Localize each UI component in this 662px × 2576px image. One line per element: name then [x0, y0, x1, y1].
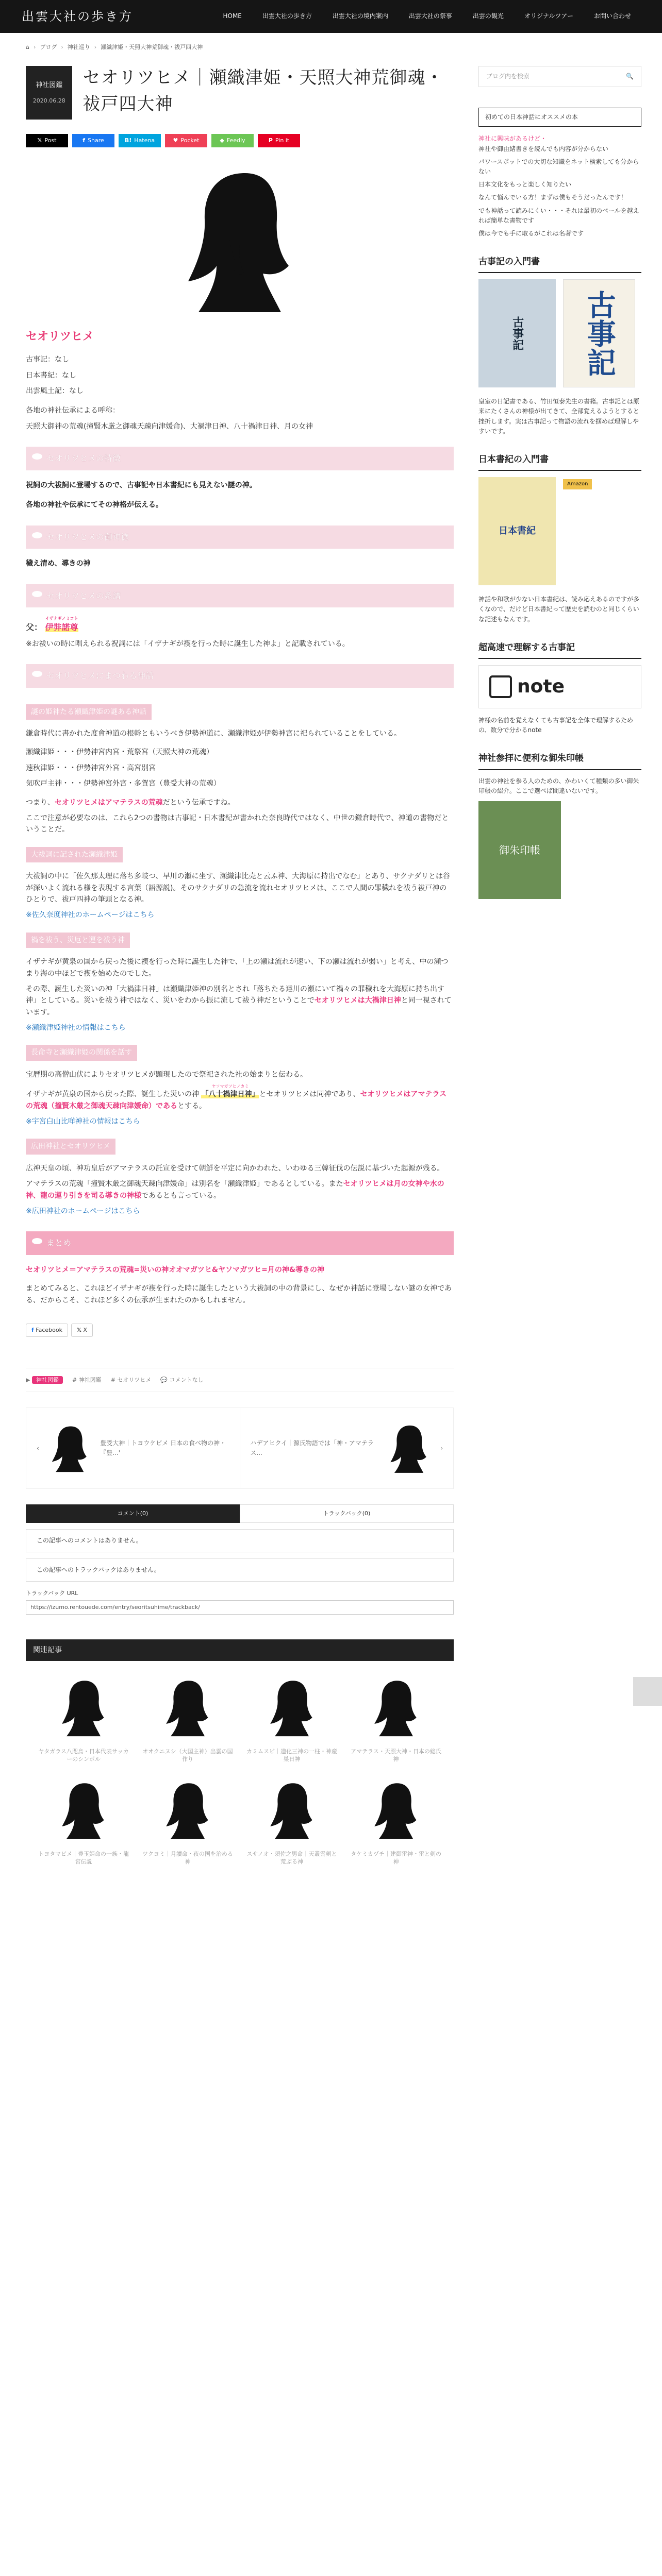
book-cover-image[interactable]: 古事記	[478, 279, 556, 387]
recommend-line: でも神話って読みにくい・・・それは最初のベールを越えれば簡単な書物です	[478, 207, 639, 224]
category-label[interactable]: 神社図鑑	[36, 81, 63, 89]
comment-meta[interactable]: 💬 コメントなし	[160, 1376, 204, 1383]
related-item[interactable]	[244, 1774, 339, 1866]
x-icon: 𝕏	[37, 137, 42, 144]
section-heading: セオリツヒメの御神徳	[26, 526, 454, 549]
main-nav	[223, 11, 631, 21]
paragraph: 各地の神社や伝承にてその神格が伝える。	[26, 501, 163, 510]
x-share-button[interactable]: 𝕏 Post	[26, 134, 68, 147]
trackback-label: トラックバック URL	[26, 1590, 78, 1597]
nihonshoki-text: 神話や和歌が少ない日本書紀は、読み応えあるのですが多くなので、だけど日本書紀って歴史を読むのと同じくらいな記述もなんです。	[478, 596, 640, 623]
related-item[interactable]	[140, 1774, 235, 1866]
other-names: 天照大御神の荒魂(撞賢木厳之御魂天疎向津媛命)、大禍津日神、八十禍津日神、月の女神	[26, 422, 313, 431]
nav-item[interactable]: 出雲大社の祭事	[408, 12, 452, 20]
prev-post-title: 豊受大神｜トヨウケビメ 日本の食べ物の神・『豊...'	[100, 1439, 226, 1457]
silhouette-thumb	[244, 1671, 339, 1743]
page-title: セオリツヒメ｜瀬織津姫・天照大神荒御魂・祓戸四大神	[82, 67, 444, 114]
search-icon[interactable]: 🔍	[626, 73, 634, 80]
goshuin-book-image[interactable]: 御朱印帳	[478, 801, 561, 899]
related-item[interactable]	[349, 1671, 443, 1764]
paragraph: ここで注意が必要なのは、これら2つの書物は古事記・日本書紀が書かれた奈良時代ではなく、中世の鎌倉時代で、神道の書物だということだ。	[26, 814, 449, 834]
silhouette-thumb	[36, 1671, 131, 1743]
tag-meta[interactable]: # セオリツヒメ	[110, 1376, 152, 1383]
pinterest-icon: P	[268, 137, 273, 144]
facebook-icon: f	[82, 137, 86, 144]
x-button[interactable]: 𝕏 X	[71, 1324, 93, 1337]
parent-name: 伊弉諾尊	[45, 622, 78, 633]
related-title: カミムスビ｜造化三神の一柱・神産巣日神	[246, 1748, 337, 1763]
info-line: 古事記：なし	[26, 355, 69, 364]
silhouette-thumb	[349, 1774, 443, 1846]
goshuin-text: 出雲の神社を参る人のための、かわいくて種類の多い御朱印帳の紹介。ここで選べば間違いないです。	[478, 777, 639, 794]
recommend-line: 神社や御由緒書きを読んでも内容が分からない	[478, 145, 609, 152]
nihonshoki-books	[478, 477, 641, 585]
related-item[interactable]	[140, 1671, 235, 1764]
pocket-share-button[interactable]: ♥ Pocket	[165, 134, 207, 147]
silhouette-thumb	[36, 1774, 131, 1846]
list-item: 瀬織津姫・・・伊勢神宮内宮・荒祭宮（天照大神の荒魂）	[26, 748, 213, 757]
next-post-title: ハデアヒクイ｜源氏物語では「神・アマテラス...	[250, 1439, 374, 1457]
note-banner[interactable]: note	[478, 665, 641, 708]
ruby-text: ヤソマガツヒノカミ	[211, 1084, 249, 1089]
prev-next-nav	[26, 1408, 454, 1489]
section-heading: セオリツヒメの系譜	[26, 584, 454, 608]
x-icon: 𝕏	[76, 1327, 81, 1334]
book-info	[563, 477, 641, 489]
related-title: トヨタマビメ｜豊玉姫命の一族・龍宮伝説	[38, 1850, 129, 1866]
related-item[interactable]	[244, 1671, 339, 1764]
pocket-icon: ♥	[173, 137, 178, 144]
post-date: 2020.06.28	[32, 97, 65, 104]
next-post-link[interactable]	[240, 1408, 454, 1488]
related-title: オオクニヌシ（大国主神）出雲の国作り	[142, 1748, 233, 1763]
kojiki-text: 皇室の日記書である、竹田恒泰先生の書籍。古事記とは原来にたくさんの神様が出てきて、全部覚えるようとすると挫折します。実は古事記って物語の流れを掴めば理解しやすいです。	[478, 398, 640, 435]
tag-meta[interactable]: # 神社図鑑	[72, 1376, 102, 1383]
facebook-button[interactable]: f Facebook	[26, 1324, 68, 1337]
sub-heading: 禍を祓う、災厄と運を祓う神	[26, 933, 130, 948]
related-title: ツクヨミ｜月讀命・夜の国を治める神	[142, 1850, 233, 1866]
comment-tabs	[26, 1504, 454, 1523]
info-line: 出雲風土記：なし	[26, 386, 84, 395]
prev-post-link[interactable]	[26, 1408, 240, 1488]
silhouette-thumb	[349, 1671, 443, 1743]
list-item: 気吹戸主神・・・伊勢神宮外宮・多賀宮（豊受大神の荒魂）	[26, 779, 221, 788]
paragraph: イザナギが黄泉の国から戻った後に禊を行った時に誕生した神で、「上の瀬は流れが速い、下の瀬は流れが弱い」と考え、中の瀬つまり海の中ほどで禊を始めたのでした。	[26, 958, 449, 978]
related-title: アマテラス・天照大神・日本の総氏神	[351, 1748, 441, 1763]
related-item[interactable]	[36, 1671, 131, 1764]
paragraph: イザナギが黄泉の国から戻った際、誕生した災いの神 ヤソマガツヒノカミ 「八十禍津日神」とセオリツヒメは同神であり、セオリツヒメはアマテラスの荒魂（撞賢木厳之御魂天疎向津媛命）であるとする。	[26, 1084, 447, 1110]
paragraph: 祝詞の大祓詞に登場するので、古事記や日本書紀にも見えない謎の神。	[26, 481, 257, 489]
kojiki-heading: 古事記の入門書	[478, 255, 641, 273]
info-line: 日本書紀：なし	[26, 371, 76, 380]
parent-line	[26, 617, 454, 634]
kojiki-books	[478, 279, 641, 387]
silhouette-image	[168, 163, 312, 317]
goshuin-heading: 神社参拝に便利な御朱印帳	[478, 752, 641, 770]
eyecatch-image	[26, 163, 454, 317]
book-cover-image[interactable]: 古事記	[563, 279, 635, 387]
nav-item[interactable]: お問い合わせ	[593, 12, 631, 20]
related-title: タケミカヅチ｜建御雷神・雷と剣の神	[351, 1850, 441, 1866]
note-text: 神様の名前を覚えなくても古事記を全体で理解するための、数分で分かるnote	[478, 716, 634, 734]
breadcrumb-item: 瀬織津姫・天照大神荒御魂・祓戸四大神	[101, 44, 203, 51]
recommend-line: 日本文化をもっと楽しく知りたい	[478, 181, 572, 189]
summary-highlight: セオリツヒメ＝アマテラスの荒魂=災いの神オオマガツヒ&ヤソマガツヒ=月の神&導きの神	[26, 1265, 325, 1274]
paragraph: 穢え清め、導きの神	[26, 560, 91, 568]
silhouette-thumb	[244, 1774, 339, 1846]
post-meta	[26, 1368, 454, 1393]
sidebar	[478, 66, 641, 899]
deity-name-heading: セオリツヒメ	[26, 330, 94, 343]
scroll-to-top-button[interactable]	[633, 1677, 662, 1706]
sub-heading: 大祓詞に記された瀬織津姫	[26, 847, 123, 862]
recommend-line: 神社に興味があるけど・	[478, 135, 547, 143]
ruby-text: イザナギノミコト	[45, 616, 78, 621]
recommend-line: パワースポットでの大切な知識をネット検索しても分からない	[478, 158, 639, 175]
sub-heading: 長命寺と瀬織津姫の関係を話す	[26, 1045, 137, 1060]
paragraph: つまり、セオリツヒメはアマテラスの荒魂だという伝承ですね。	[26, 798, 235, 807]
paragraph: アマテラスの荒魂「撞賢木厳之御魂天疎向津媛命」は別名を「瀬織津姫」であるとしている。またセオリツヒメは月の女神や水の神、龍の運り引きを司る導きの神様であるとも言っている。	[26, 1180, 444, 1200]
share-buttons	[26, 134, 454, 147]
tab-trackbacks[interactable]: トラックバック(0)	[240, 1504, 454, 1523]
section-heading: セオリツヒメの特徴	[26, 447, 454, 470]
paragraph: 大祓詞の中に「佐久那太理に落ち多岐つ、早川の瀬に坐す、瀬織津比売と云ふ神、大海原に持出でなむ」とあり、サクナダリとは谷が深いよく流れる様を表現する言葉（語源説)。そのサクナダリの急流を流れセオリツヒメは、ここで人間の罪穢れを祓う祓戸神のひとりで、祓戸四神の筆頭となる神。	[26, 872, 451, 904]
no-trackbacks-box: この記事へのトラックバックはありません。	[26, 1558, 454, 1582]
recommend-heading: 初めての日本神話にオススメの本	[478, 108, 641, 127]
hatena-share-button[interactable]: B! Hatena	[119, 134, 161, 147]
chevron-right-icon: ›	[440, 1444, 443, 1452]
site-header	[0, 0, 662, 33]
list-item: 速秋津姫・・・伊勢神宮外宮・高宮別宮	[26, 764, 156, 772]
category-meta: ▶ 神社図鑑	[26, 1376, 63, 1385]
paragraph: その際、誕生した災いの神「大禍津日神」は瀬織津姫神の別名とされ「落ちたる達川の瀬にいて禍々の罪穢れを大海原に持ち出す神」としている。災いを祓う神ではなく、災いをわから振に流して祓う神だということでセオリツヒメは大禍津日神と同一視されています。	[26, 985, 452, 1016]
related-title: ヤタガラス八咫烏・日本代表サッカーのシンボル	[38, 1748, 129, 1763]
search-input[interactable]: ブログ内を検索 🔍	[478, 66, 641, 87]
breadcrumb: ⌂ › ブログ › 神社巡り › 瀬織津姫・天照大神荒御魂・祓戸四大神	[0, 33, 662, 62]
amazon-button[interactable]: Amazon	[563, 479, 592, 489]
category-tag[interactable]: 神社図鑑	[32, 1376, 63, 1384]
link[interactable]: ※瀬織津姫神社の情報はこちら	[26, 1024, 126, 1032]
link[interactable]: ※広田神社のホームページはこちら	[26, 1207, 140, 1215]
link[interactable]: ※佐久奈度神社のホームページはこちら	[26, 911, 155, 920]
facebook-share-button[interactable]: f Share	[72, 134, 114, 147]
feedly-icon: ◆	[220, 137, 224, 144]
article	[26, 66, 454, 1876]
date-badge	[26, 66, 72, 120]
note-logo-icon	[489, 675, 512, 698]
nav-item[interactable]: オリジナルツアー	[524, 12, 573, 20]
parent-label: 父：	[26, 622, 43, 633]
facebook-icon: f	[31, 1327, 34, 1334]
note-heading: 超高速で理解する古事記	[478, 641, 641, 659]
related-title: スサノオ・須佐之男命｜天叢雲剣と荒ぶる神	[246, 1850, 337, 1866]
paragraph: 宝暦期の高僧山伏によりセオリツヒメが顕現したので祭祀された社の始まりと伝わる。	[26, 1070, 307, 1079]
breadcrumb-item[interactable]: ブログ	[40, 44, 57, 51]
trackback-url-input[interactable]: https://izumo.rentouede.com/entry/seoritsuhime/trackback/	[26, 1600, 454, 1615]
book-cover-image[interactable]: 日本書紀	[478, 477, 556, 585]
silhouette-thumb	[140, 1671, 235, 1743]
paragraph: まとめてみると、これほどイザナギが禊を行った時に誕生したという大祓詞の中の背景にし、なぜか神話に登場しない謎の女神である、だからこそ、これほど多くの伝承が生まれたのかもしれません。	[26, 1284, 452, 1304]
silhouette-thumb	[46, 1420, 93, 1477]
hatena-icon: B!	[124, 137, 132, 144]
no-comments-box: この記事へのコメントはありません。	[26, 1529, 454, 1552]
paragraph: ※お祓いの時に唱えられる祝詞には「イザナギが禊を行った時に誕生した神よ」と記載されている。	[26, 639, 350, 648]
breadcrumb-item[interactable]: 神社巡り	[67, 44, 90, 51]
other-names-label: 各地の神社伝承による呼称：	[26, 406, 120, 415]
nav-item[interactable]: 出雲大社の歩き方	[262, 12, 312, 20]
nav-item[interactable]: 出雲の観光	[472, 12, 504, 20]
related-heading: 関連記事	[26, 1639, 454, 1661]
silhouette-thumb	[140, 1774, 235, 1846]
nav-item[interactable]: HOME	[223, 12, 242, 20]
sub-heading: 広田神社とセオリツヒメ	[26, 1139, 115, 1154]
section-heading: まとめ	[26, 1231, 454, 1255]
link[interactable]: ※宇宮白山比咩神社の情報はこちら	[26, 1117, 140, 1126]
pinterest-share-button[interactable]: P Pin it	[258, 134, 300, 147]
related-item[interactable]	[36, 1774, 131, 1866]
sub-heading: 謎の姫神たる瀬織津姫の謎ある神話	[26, 704, 152, 720]
home-icon[interactable]: ⌂	[26, 44, 29, 51]
silhouette-thumb	[385, 1420, 433, 1477]
nihonshoki-heading: 日本書紀の入門書	[478, 453, 641, 471]
paragraph: 広神天皇の頃、神功皇后がアマテラスの託宣を受けて朝鮮を平定に向かわれた、いわゆる三韓征伐の伝説に基づいた起源が残る。	[26, 1164, 444, 1173]
related-item[interactable]	[349, 1774, 443, 1866]
section-heading: セオリツヒメにまつわる神話	[26, 664, 454, 688]
recommend-line: なんて悩んでいる方！まずは僕もそうだったんです！	[478, 194, 627, 201]
nav-item[interactable]: 出雲大社の境内案内	[332, 12, 388, 20]
recommend-line: 僕は今でも手に取るがこれは名著です	[478, 229, 584, 237]
paragraph: 鎌倉時代に書かれた度會神道の根幹ともいうべき伊勢神道に、瀬織津姫が伊勢神宮に祀られていることをしている。	[26, 730, 401, 738]
feedly-share-button[interactable]: ◆ Feedly	[211, 134, 254, 147]
related-grid	[26, 1661, 454, 1876]
tab-comments[interactable]: コメント(0)	[26, 1504, 240, 1523]
site-logo[interactable]: 出雲大社の歩き方	[22, 9, 133, 24]
social-buttons	[26, 1324, 93, 1337]
chevron-left-icon: ‹	[37, 1444, 39, 1452]
